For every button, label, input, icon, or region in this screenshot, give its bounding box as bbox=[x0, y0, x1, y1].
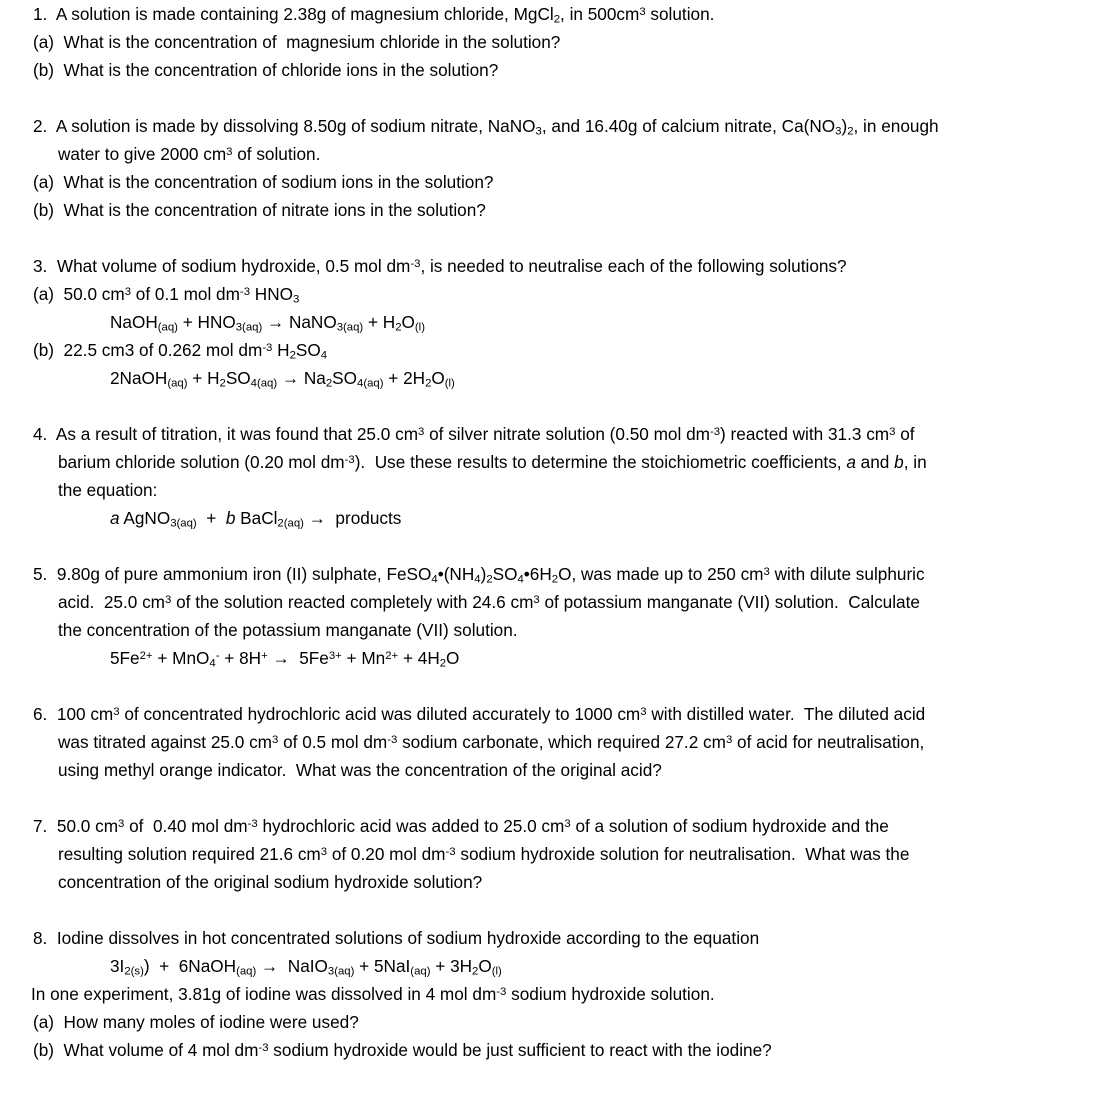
question-part-line bbox=[0, 336, 1108, 364]
text-run: (a) What is the concentration of magnesium chloride in the solution? bbox=[33, 32, 561, 52]
subscript: 2 bbox=[486, 573, 493, 586]
question-spacer bbox=[0, 224, 1108, 252]
question-continuation-line bbox=[0, 728, 1108, 756]
text-run: of concentrated hydrochloric acid was diluted accurately to 1000 cm bbox=[119, 704, 641, 724]
text-run: , in enough bbox=[853, 116, 939, 136]
text-run: ) reacted with 31.3 cm bbox=[720, 424, 890, 444]
question-continuation-line bbox=[0, 476, 1108, 504]
subscript: (aq) bbox=[167, 377, 188, 390]
question-text-line bbox=[0, 980, 1108, 1008]
text-run: of bbox=[895, 424, 915, 444]
subscript: (l) bbox=[414, 321, 425, 334]
text-run: sodium carbonate, which required 27.2 cm bbox=[397, 732, 726, 752]
text-run: of solution. bbox=[232, 144, 321, 164]
text-run: 2. A solution is made by dissolving 8.50g of sodium nitrate, NaNO bbox=[33, 116, 536, 136]
superscript: 3 bbox=[564, 817, 571, 830]
question-spacer bbox=[0, 392, 1108, 420]
question-continuation-line bbox=[0, 616, 1108, 644]
superscript: -3 bbox=[496, 985, 507, 998]
superscript: -3 bbox=[247, 817, 258, 830]
question-text-line bbox=[0, 924, 1108, 952]
text-run: and bbox=[855, 452, 895, 472]
subscript: 2 bbox=[472, 965, 479, 978]
superscript: 3 bbox=[725, 733, 733, 746]
text-run: with dilute sulphuric bbox=[769, 564, 925, 584]
question-spacer bbox=[0, 84, 1108, 112]
text-run: (b) What volume of 4 mol dm bbox=[33, 1040, 259, 1060]
subscript: 3(aq) bbox=[235, 321, 263, 334]
question-part-line bbox=[0, 280, 1108, 308]
text-run: AgNO bbox=[119, 508, 171, 528]
subscript: (aq) bbox=[157, 321, 178, 334]
question-block bbox=[0, 0, 1108, 84]
text-run: , in bbox=[903, 452, 927, 472]
superscript: 3 bbox=[889, 425, 896, 438]
subscript: 3 bbox=[835, 125, 842, 138]
superscript: 3+ bbox=[328, 649, 342, 662]
italic-variable: b bbox=[894, 452, 904, 472]
question-block bbox=[0, 812, 1108, 896]
text-run: → Na bbox=[277, 368, 326, 388]
text-run: SO bbox=[492, 564, 518, 584]
text-run: → NaIO bbox=[256, 956, 328, 976]
superscript: -3 bbox=[239, 285, 251, 298]
text-run: + 5NaI bbox=[354, 956, 411, 976]
subscript: 2(s) bbox=[124, 965, 144, 978]
superscript: - bbox=[215, 649, 220, 662]
subscript: 4 bbox=[209, 657, 216, 670]
text-run: O bbox=[431, 368, 445, 388]
text-run: hydrochloric acid was added to 25.0 cm bbox=[257, 816, 565, 836]
text-run: (a) 50.0 cm bbox=[33, 284, 125, 304]
subscript: (l) bbox=[491, 965, 502, 978]
subscript: 2(aq) bbox=[277, 517, 304, 530]
text-run: barium chloride solution (0.20 mol dm bbox=[58, 452, 345, 472]
text-run: NaOH bbox=[110, 312, 158, 332]
text-run: + MnO bbox=[152, 648, 210, 668]
text-run: O bbox=[446, 648, 460, 668]
text-run: sodium hydroxide would be just sufficient to react with the iodine? bbox=[268, 1040, 772, 1060]
text-run: the equation: bbox=[58, 480, 158, 500]
text-run: (b) What is the concentration of nitrate ions in the solution? bbox=[33, 200, 486, 220]
subscript: 2 bbox=[553, 13, 561, 26]
question-text-line bbox=[0, 560, 1108, 588]
text-run: (a) How many moles of iodine were used? bbox=[33, 1012, 359, 1032]
question-block bbox=[0, 252, 1108, 392]
subscript: 2 bbox=[289, 349, 296, 362]
text-run: resulting solution required 21.6 cm bbox=[58, 844, 321, 864]
superscript: -3 bbox=[258, 1041, 269, 1054]
superscript: 3 bbox=[320, 845, 328, 858]
subscript: 4(aq) bbox=[357, 377, 384, 390]
text-run: + H bbox=[187, 368, 220, 388]
text-run: •6H bbox=[523, 564, 552, 584]
question-continuation-line bbox=[0, 448, 1108, 476]
question-block bbox=[0, 420, 1108, 532]
question-continuation-line bbox=[0, 756, 1108, 784]
text-run: of 0.5 mol dm bbox=[278, 732, 388, 752]
text-run: 8. Iodine dissolves in hot concentrated solutions of sodium hydroxide according to the equation bbox=[33, 928, 760, 948]
text-run: 7. 50.0 cm bbox=[33, 816, 119, 836]
subscript: 3 bbox=[292, 293, 300, 306]
subscript: 4 bbox=[431, 573, 438, 586]
text-run: the concentration of the potassium manganate (VII) solution. bbox=[58, 620, 518, 640]
text-run: •(NH bbox=[437, 564, 475, 584]
text-run: + 2H bbox=[383, 368, 426, 388]
superscript: -3 bbox=[387, 733, 398, 746]
text-run: (b) What is the concentration of chloride ions in the solution? bbox=[33, 60, 499, 80]
text-run: + 3H bbox=[430, 956, 473, 976]
question-part-line bbox=[0, 1008, 1108, 1036]
subscript: 4 bbox=[517, 573, 524, 586]
italic-variable: a bbox=[110, 508, 120, 528]
question-block bbox=[0, 112, 1108, 224]
text-run: (a) What is the concentration of sodium ions in the solution? bbox=[33, 172, 494, 192]
superscript: -3 bbox=[344, 453, 355, 466]
superscript: 3 bbox=[124, 285, 132, 298]
superscript: 3 bbox=[113, 705, 120, 718]
subscript: 2 bbox=[551, 573, 559, 586]
subscript: 2 bbox=[219, 377, 226, 390]
subscript: 3(aq) bbox=[327, 965, 355, 978]
text-run: concentration of the original sodium hydroxide solution? bbox=[58, 872, 483, 892]
question-text-line bbox=[0, 420, 1108, 448]
subscript: (aq) bbox=[410, 965, 431, 978]
subscript: 3(aq) bbox=[170, 517, 197, 530]
text-run: O bbox=[478, 956, 492, 976]
superscript: -3 bbox=[262, 341, 273, 354]
question-continuation-line bbox=[0, 140, 1108, 168]
text-run: 3I bbox=[110, 956, 125, 976]
question-text-line bbox=[0, 0, 1108, 28]
text-run: of acid for neutralisation, bbox=[732, 732, 925, 752]
text-run: of a solution of sodium hydroxide and the bbox=[570, 816, 889, 836]
text-run: ) bbox=[480, 564, 487, 584]
superscript: 3 bbox=[165, 593, 172, 606]
superscript: 2+ bbox=[139, 649, 153, 662]
subscript: 4(aq) bbox=[250, 377, 278, 390]
chemical-equation bbox=[0, 308, 1108, 336]
text-run: solution. bbox=[645, 4, 715, 24]
question-part-line bbox=[0, 28, 1108, 56]
superscript: 2+ bbox=[385, 649, 399, 662]
text-run: of 0.40 mol dm bbox=[124, 816, 248, 836]
question-text-line bbox=[0, 252, 1108, 280]
superscript: -3 bbox=[445, 845, 456, 858]
chemical-equation bbox=[0, 644, 1108, 672]
text-run: HNO bbox=[250, 284, 293, 304]
superscript: 3 bbox=[533, 593, 540, 606]
subscript: 2 bbox=[439, 657, 447, 670]
superscript: 3 bbox=[118, 817, 125, 830]
question-part-line bbox=[0, 56, 1108, 84]
subscript: 3(aq) bbox=[336, 321, 364, 334]
text-run: 6. 100 cm bbox=[33, 704, 114, 724]
text-run: ) + 6NaOH bbox=[143, 956, 237, 976]
text-run: of potassium manganate (VII) solution. Calculate bbox=[539, 592, 920, 612]
superscript: 3 bbox=[763, 565, 770, 578]
text-run: 2NaOH bbox=[110, 368, 168, 388]
superscript: -3 bbox=[709, 425, 721, 438]
text-run: 4. As a result of titration, it was found that 25.0 cm bbox=[33, 424, 419, 444]
superscript: 3 bbox=[418, 425, 425, 438]
text-run: + H bbox=[363, 312, 396, 332]
text-run: ) bbox=[841, 116, 848, 136]
text-run: 5. 9.80g of pure ammonium iron (II) sulphate, FeSO bbox=[33, 564, 432, 584]
text-run: SO bbox=[295, 340, 321, 360]
subscript: 3 bbox=[535, 125, 542, 138]
question-text-line bbox=[0, 112, 1108, 140]
text-run: BaCl bbox=[235, 508, 278, 528]
text-run: In one experiment, 3.81g of iodine was dissolved in 4 mol dm bbox=[31, 984, 497, 1004]
subscript: 2 bbox=[425, 377, 432, 390]
question-text-line bbox=[0, 700, 1108, 728]
subscript: (l) bbox=[444, 377, 455, 390]
question-block bbox=[0, 560, 1108, 672]
text-run: water to give 2000 cm bbox=[58, 144, 227, 164]
question-block bbox=[0, 924, 1108, 1064]
text-run: SO bbox=[332, 368, 358, 388]
question-part-line bbox=[0, 168, 1108, 196]
chemical-equation bbox=[0, 504, 1108, 532]
text-run: SO bbox=[225, 368, 251, 388]
chemical-equation bbox=[0, 952, 1108, 980]
text-run: H bbox=[272, 340, 290, 360]
italic-variable: b bbox=[225, 508, 236, 528]
text-run: O, was made up to 250 cm bbox=[558, 564, 764, 584]
text-run: + 4H bbox=[398, 648, 440, 668]
question-continuation-line bbox=[0, 588, 1108, 616]
text-run: acid. 25.0 cm bbox=[58, 592, 165, 612]
subscript: 2 bbox=[325, 377, 333, 390]
text-run: (b) 22.5 cm3 of 0.262 mol dm bbox=[33, 340, 263, 360]
text-run: + HNO bbox=[177, 312, 236, 332]
superscript: -3 bbox=[410, 257, 421, 270]
text-run: , is needed to neutralise each of the following solutions? bbox=[420, 256, 847, 276]
text-run: , in 500cm bbox=[560, 4, 640, 24]
text-run: of 0.20 mol dm bbox=[327, 844, 446, 864]
superscript: 3 bbox=[272, 733, 279, 746]
subscript: (aq) bbox=[236, 965, 257, 978]
question-block bbox=[0, 700, 1108, 784]
text-run: 1. A solution is made containing 2.38g of magnesium chloride, MgCl bbox=[33, 4, 554, 24]
text-run: → products bbox=[303, 508, 402, 528]
question-continuation-line bbox=[0, 868, 1108, 896]
chemical-equation bbox=[0, 364, 1108, 392]
text-run: was titrated against 25.0 cm bbox=[58, 732, 272, 752]
text-run: sodium hydroxide solution. bbox=[506, 984, 715, 1004]
subscript: 2 bbox=[395, 321, 402, 334]
text-run: sodium hydroxide solution for neutralisation. What was the bbox=[455, 844, 910, 864]
text-run: → 5Fe bbox=[267, 648, 329, 668]
question-spacer bbox=[0, 896, 1108, 924]
italic-variable: a bbox=[846, 452, 856, 472]
subscript: 2 bbox=[847, 125, 854, 138]
subscript: 4 bbox=[474, 573, 481, 586]
subscript: 4 bbox=[320, 349, 328, 362]
superscript: 3 bbox=[640, 705, 647, 718]
text-run: ). Use these results to determine the stoichiometric coefficients, bbox=[354, 452, 847, 472]
text-run: , and 16.40g of calcium nitrate, Ca(NO bbox=[541, 116, 836, 136]
superscript: + bbox=[261, 649, 268, 662]
superscript: 3 bbox=[639, 5, 646, 18]
text-run: → NaNO bbox=[262, 312, 337, 332]
text-run: O bbox=[401, 312, 415, 332]
text-run: + Mn bbox=[341, 648, 386, 668]
text-run: + bbox=[196, 508, 226, 528]
text-run: with distilled water. The diluted acid bbox=[646, 704, 926, 724]
question-part-line bbox=[0, 196, 1108, 224]
text-run: + 8H bbox=[219, 648, 262, 668]
text-run: using methyl orange indicator. What was the concentration of the original acid? bbox=[58, 760, 662, 780]
question-spacer bbox=[0, 784, 1108, 812]
question-part-line bbox=[0, 1036, 1108, 1064]
text-run: of silver nitrate solution (0.50 mol dm bbox=[424, 424, 710, 444]
question-continuation-line bbox=[0, 840, 1108, 868]
question-text-line bbox=[0, 812, 1108, 840]
superscript: 3 bbox=[226, 145, 233, 158]
question-spacer bbox=[0, 672, 1108, 700]
text-run: of 0.1 mol dm bbox=[131, 284, 240, 304]
text-run: 3. What volume of sodium hydroxide, 0.5 mol dm bbox=[33, 256, 411, 276]
question-spacer bbox=[0, 532, 1108, 560]
text-run: 5Fe bbox=[110, 648, 140, 668]
text-run: of the solution reacted completely with 24.6 cm bbox=[171, 592, 534, 612]
